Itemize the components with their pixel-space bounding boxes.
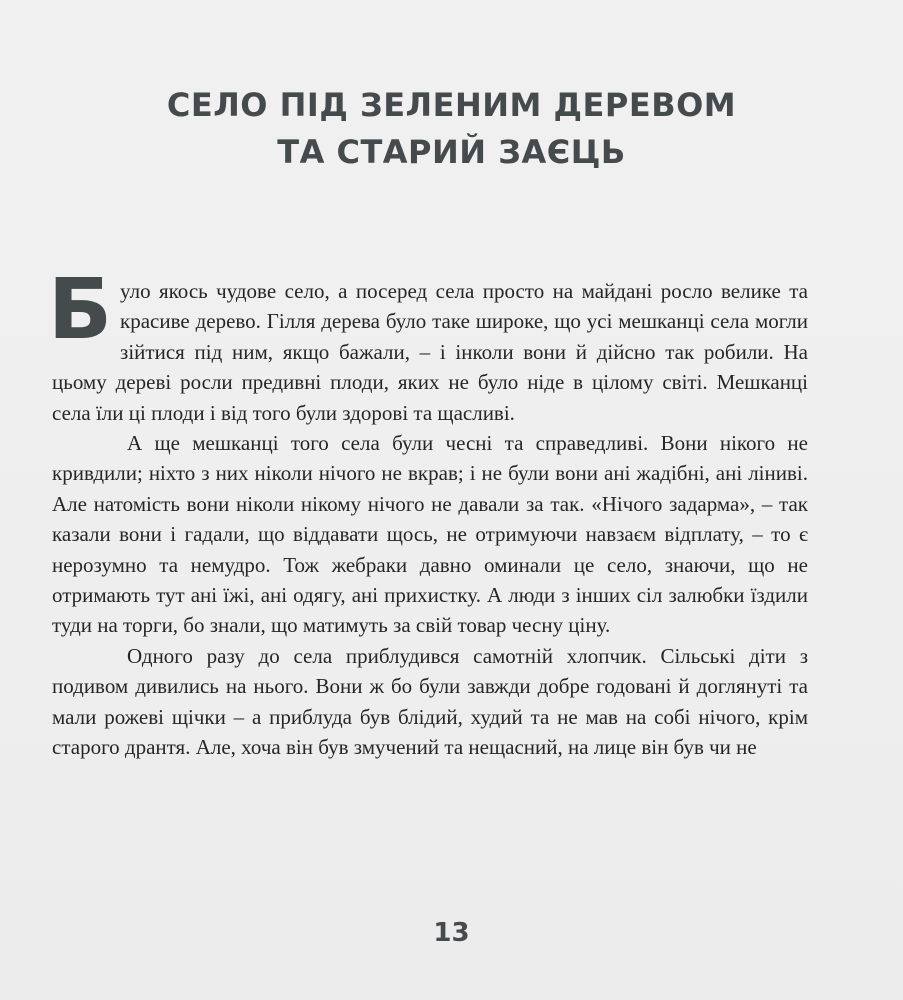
paragraph-2: А ще мешканці того села були чесні та справедливі. Вони нікого не кривдили; ніхто з них ніколи нічого не вкрав; і не були вони ані жадібні, ані ліниві. Але натомість вони ніколи нікому нічого не давали за так. «Нічого задарма», – так казали вони і гадали, що віддавати щось, не отримуючи навзаєм відплату, – то є нерозумно та немудро. Тож жебраки давно оминали це село, знаючи, що не отримають тут ані їжі, ані одягу, ані прихистку. А люди з інших сіл залюбки їздили туди на торги, бо знали, що матимуть за свій товар чесну ціну.	[52, 431, 808, 638]
paragraph-1-text: уло якось чудове село, а посеред села просто на майдані росло велике та красиве дерево. Гілля дерева було таке широке, що усі мешканці села могли зійтися під ним, якщо бажали, – і інколи вони й дійсно так робили. На цьому дереві росли предивні плоди, яких не було ніде в цілому світі. Мешканці села їли ці плоди і від того були здорові та щасливі.	[52, 279, 808, 425]
paragraph-1	[48, 260, 808, 428]
chapter-title	[0, 82, 903, 176]
page-number: 13	[433, 918, 470, 948]
chapter-title-line-2: ТА СТАРИЙ ЗАЄЦЬ	[277, 133, 626, 171]
drop-cap: Б	[48, 260, 113, 358]
paragraph-3: Одного разу до села приблудився самотній хлопчик. Сільські діти з подивом дивились на нього. Вони ж бо були завжди добре годовані й доглянуті та мали рожеві щічки – а приблуда був блідий, худий та не мав на собі нічого, крім старого дрантя. Але, хоча він був змучений та нещасний, на лице він був чи не	[52, 643, 808, 760]
body-text	[48, 260, 808, 763]
chapter-title-line-1: СЕЛО ПІД ЗЕЛЕНИМ ДЕРЕВОМ	[166, 86, 737, 124]
